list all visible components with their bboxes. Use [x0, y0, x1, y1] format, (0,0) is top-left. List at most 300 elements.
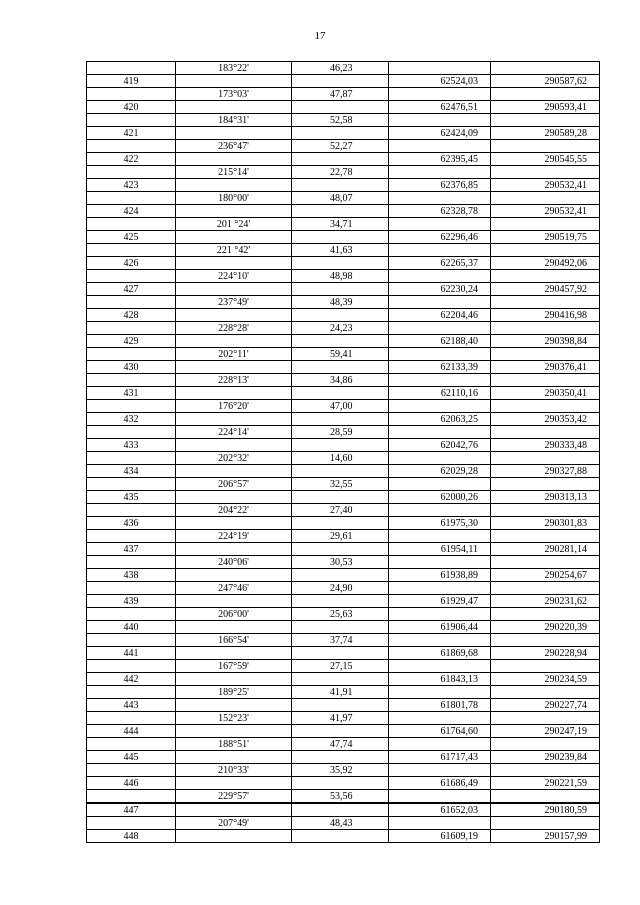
point-number-cell	[87, 192, 176, 205]
distance-cell: 41,63	[292, 244, 389, 257]
angle-cell: 180°00'	[176, 192, 292, 205]
point-number-cell	[87, 296, 176, 309]
point-number-cell: 434	[87, 465, 176, 478]
angle-cell: 176°20'	[176, 400, 292, 413]
distance-cell: 48,39	[292, 296, 389, 309]
table-row	[87, 738, 600, 751]
point-number-cell	[87, 348, 176, 361]
point-number-cell	[87, 764, 176, 777]
y-coordinate-cell	[491, 790, 600, 804]
x-coordinate-cell: 62042,76	[389, 439, 491, 452]
distance-cell: 27,15	[292, 660, 389, 673]
angle-cell	[176, 465, 292, 478]
y-coordinate-cell: 290301,83	[491, 517, 600, 530]
distance-cell	[292, 465, 389, 478]
distance-cell	[292, 803, 389, 817]
distance-cell	[292, 673, 389, 686]
table-body	[87, 62, 600, 843]
point-number-cell: 427	[87, 283, 176, 296]
y-coordinate-cell: 290532,41	[491, 205, 600, 218]
x-coordinate-cell: 62133,39	[389, 361, 491, 374]
distance-cell: 34,71	[292, 218, 389, 231]
x-coordinate-cell	[389, 764, 491, 777]
y-coordinate-cell: 290231,62	[491, 595, 600, 608]
y-coordinate-cell	[491, 556, 600, 569]
x-coordinate-cell: 62395,45	[389, 153, 491, 166]
angle-cell: 201 °24'	[176, 218, 292, 231]
table-row	[87, 491, 600, 504]
y-coordinate-cell: 290587,62	[491, 75, 600, 88]
y-coordinate-cell: 290234,59	[491, 673, 600, 686]
distance-cell: 47,00	[292, 400, 389, 413]
distance-cell: 24,90	[292, 582, 389, 595]
angle-cell	[176, 517, 292, 530]
y-coordinate-cell: 290247,19	[491, 725, 600, 738]
angle-cell: 221 °42'	[176, 244, 292, 257]
table-row	[87, 140, 600, 153]
distance-cell: 46,23	[292, 62, 389, 75]
y-coordinate-cell	[491, 270, 600, 283]
point-number-cell	[87, 452, 176, 465]
point-number-cell: 423	[87, 179, 176, 192]
x-coordinate-cell: 62204,46	[389, 309, 491, 322]
table-row	[87, 478, 600, 491]
x-coordinate-cell	[389, 88, 491, 101]
y-coordinate-cell	[491, 114, 600, 127]
distance-cell: 28,59	[292, 426, 389, 439]
point-number-cell: 446	[87, 777, 176, 790]
angle-cell: 215°14'	[176, 166, 292, 179]
table-row	[87, 530, 600, 543]
point-number-cell	[87, 556, 176, 569]
x-coordinate-cell: 61954,11	[389, 543, 491, 556]
x-coordinate-cell	[389, 244, 491, 257]
y-coordinate-cell: 290254,67	[491, 569, 600, 582]
angle-cell	[176, 621, 292, 634]
angle-cell	[176, 803, 292, 817]
table-row	[87, 556, 600, 569]
y-coordinate-cell: 290350,41	[491, 387, 600, 400]
point-number-cell: 435	[87, 491, 176, 504]
point-number-cell	[87, 660, 176, 673]
angle-cell: 183°22'	[176, 62, 292, 75]
distance-cell	[292, 101, 389, 114]
coordinates-table	[86, 61, 600, 843]
x-coordinate-cell	[389, 790, 491, 804]
angle-cell	[176, 283, 292, 296]
point-number-cell: 448	[87, 830, 176, 843]
distance-cell	[292, 595, 389, 608]
table-row	[87, 452, 600, 465]
x-coordinate-cell	[389, 817, 491, 830]
distance-cell	[292, 257, 389, 270]
angle-cell: 166°54'	[176, 634, 292, 647]
distance-cell	[292, 413, 389, 426]
x-coordinate-cell	[389, 400, 491, 413]
table-row	[87, 647, 600, 660]
table-row	[87, 699, 600, 712]
table-row	[87, 335, 600, 348]
table-row	[87, 608, 600, 621]
y-coordinate-cell	[491, 686, 600, 699]
x-coordinate-cell: 61652,03	[389, 803, 491, 817]
distance-cell: 14,60	[292, 452, 389, 465]
table-row	[87, 777, 600, 790]
y-coordinate-cell	[491, 660, 600, 673]
distance-cell: 24,23	[292, 322, 389, 335]
y-coordinate-cell: 290221,59	[491, 777, 600, 790]
angle-cell	[176, 439, 292, 452]
distance-cell	[292, 699, 389, 712]
table-row	[87, 192, 600, 205]
y-coordinate-cell: 290589,28	[491, 127, 600, 140]
point-number-cell: 445	[87, 751, 176, 764]
angle-cell	[176, 101, 292, 114]
point-number-cell	[87, 608, 176, 621]
angle-cell	[176, 491, 292, 504]
table-row	[87, 673, 600, 686]
y-coordinate-cell	[491, 244, 600, 257]
y-coordinate-cell	[491, 478, 600, 491]
distance-cell	[292, 75, 389, 88]
distance-cell	[292, 179, 389, 192]
angle-cell	[176, 387, 292, 400]
y-coordinate-cell: 290333,48	[491, 439, 600, 452]
angle-cell	[176, 673, 292, 686]
y-coordinate-cell	[491, 712, 600, 725]
y-coordinate-cell	[491, 322, 600, 335]
x-coordinate-cell: 62296,46	[389, 231, 491, 244]
x-coordinate-cell: 61975,30	[389, 517, 491, 530]
y-coordinate-cell	[491, 426, 600, 439]
y-coordinate-cell: 290227,74	[491, 699, 600, 712]
y-coordinate-cell	[491, 166, 600, 179]
distance-cell: 48,43	[292, 817, 389, 830]
point-number-cell	[87, 478, 176, 491]
y-coordinate-cell: 290416,98	[491, 309, 600, 322]
table-row	[87, 309, 600, 322]
point-number-cell: 425	[87, 231, 176, 244]
angle-cell: 228°28'	[176, 322, 292, 335]
point-number-cell	[87, 322, 176, 335]
distance-cell: 25,63	[292, 608, 389, 621]
angle-cell	[176, 595, 292, 608]
distance-cell: 48,07	[292, 192, 389, 205]
distance-cell: 35,92	[292, 764, 389, 777]
angle-cell	[176, 647, 292, 660]
distance-cell: 34,86	[292, 374, 389, 387]
angle-cell	[176, 205, 292, 218]
y-coordinate-cell	[491, 192, 600, 205]
table-row	[87, 270, 600, 283]
distance-cell	[292, 231, 389, 244]
point-number-cell	[87, 712, 176, 725]
x-coordinate-cell: 61906,44	[389, 621, 491, 634]
x-coordinate-cell	[389, 114, 491, 127]
x-coordinate-cell	[389, 374, 491, 387]
y-coordinate-cell	[491, 62, 600, 75]
point-number-cell	[87, 166, 176, 179]
angle-cell	[176, 413, 292, 426]
distance-cell	[292, 205, 389, 218]
x-coordinate-cell: 62063,25	[389, 413, 491, 426]
x-coordinate-cell: 62230,24	[389, 283, 491, 296]
x-coordinate-cell	[389, 452, 491, 465]
angle-cell: 207°49'	[176, 817, 292, 830]
angle-cell	[176, 830, 292, 843]
y-coordinate-cell	[491, 374, 600, 387]
distance-cell: 59,41	[292, 348, 389, 361]
x-coordinate-cell: 62328,78	[389, 205, 491, 218]
x-coordinate-cell: 62000,26	[389, 491, 491, 504]
point-number-cell: 440	[87, 621, 176, 634]
distance-cell: 47,74	[292, 738, 389, 751]
x-coordinate-cell: 62110,16	[389, 387, 491, 400]
table-row	[87, 413, 600, 426]
table-row	[87, 634, 600, 647]
angle-cell: 224°10'	[176, 270, 292, 283]
table-row	[87, 751, 600, 764]
table-row	[87, 127, 600, 140]
point-number-cell	[87, 218, 176, 231]
point-number-cell	[87, 244, 176, 257]
angle-cell: 189°25'	[176, 686, 292, 699]
y-coordinate-cell	[491, 348, 600, 361]
table-row	[87, 257, 600, 270]
angle-cell: 202°11'	[176, 348, 292, 361]
distance-cell	[292, 335, 389, 348]
x-coordinate-cell	[389, 192, 491, 205]
point-number-cell: 433	[87, 439, 176, 452]
angle-cell: 204°22'	[176, 504, 292, 517]
x-coordinate-cell	[389, 218, 491, 231]
angle-cell: 236°47'	[176, 140, 292, 153]
x-coordinate-cell: 61843,13	[389, 673, 491, 686]
angle-cell: 210°33'	[176, 764, 292, 777]
table-row	[87, 101, 600, 114]
point-number-cell: 426	[87, 257, 176, 270]
distance-cell	[292, 569, 389, 582]
point-number-cell: 444	[87, 725, 176, 738]
point-number-cell: 431	[87, 387, 176, 400]
y-coordinate-cell	[491, 634, 600, 647]
point-number-cell: 437	[87, 543, 176, 556]
x-coordinate-cell: 61686,49	[389, 777, 491, 790]
table-row	[87, 660, 600, 673]
point-number-cell	[87, 114, 176, 127]
angle-cell: 240°06'	[176, 556, 292, 569]
table-row	[87, 830, 600, 843]
y-coordinate-cell	[491, 738, 600, 751]
table-row	[87, 322, 600, 335]
angle-cell: 224°19'	[176, 530, 292, 543]
point-number-cell: 439	[87, 595, 176, 608]
x-coordinate-cell: 62265,37	[389, 257, 491, 270]
angle-cell	[176, 75, 292, 88]
point-number-cell: 429	[87, 335, 176, 348]
y-coordinate-cell: 290313,13	[491, 491, 600, 504]
point-number-cell	[87, 634, 176, 647]
table-row	[87, 244, 600, 257]
y-coordinate-cell	[491, 582, 600, 595]
x-coordinate-cell: 62029,28	[389, 465, 491, 478]
y-coordinate-cell: 290281,14	[491, 543, 600, 556]
y-coordinate-cell: 290545,55	[491, 153, 600, 166]
point-number-cell	[87, 530, 176, 543]
angle-cell: 228°13'	[176, 374, 292, 387]
table-row	[87, 231, 600, 244]
x-coordinate-cell: 61717,43	[389, 751, 491, 764]
point-number-cell: 419	[87, 75, 176, 88]
table-row	[87, 543, 600, 556]
table-row	[87, 686, 600, 699]
point-number-cell: 436	[87, 517, 176, 530]
x-coordinate-cell: 62524,03	[389, 75, 491, 88]
table-row	[87, 465, 600, 478]
distance-cell	[292, 491, 389, 504]
table-row	[87, 621, 600, 634]
angle-cell: 152°23'	[176, 712, 292, 725]
y-coordinate-cell	[491, 530, 600, 543]
x-coordinate-cell	[389, 530, 491, 543]
table-row	[87, 569, 600, 582]
table-row	[87, 725, 600, 738]
point-number-cell	[87, 426, 176, 439]
y-coordinate-cell: 290492,06	[491, 257, 600, 270]
point-number-cell	[87, 738, 176, 751]
angle-cell	[176, 699, 292, 712]
y-coordinate-cell: 290239,84	[491, 751, 600, 764]
distance-cell	[292, 153, 389, 166]
y-coordinate-cell: 290228,94	[491, 647, 600, 660]
point-number-cell: 430	[87, 361, 176, 374]
angle-cell	[176, 153, 292, 166]
point-number-cell	[87, 374, 176, 387]
angle-cell	[176, 725, 292, 738]
y-coordinate-cell	[491, 504, 600, 517]
distance-cell	[292, 777, 389, 790]
y-coordinate-cell: 290519,75	[491, 231, 600, 244]
table-row	[87, 62, 600, 75]
point-number-cell	[87, 582, 176, 595]
point-number-cell: 420	[87, 101, 176, 114]
point-number-cell: 428	[87, 309, 176, 322]
distance-cell: 41,91	[292, 686, 389, 699]
angle-cell: 167°59'	[176, 660, 292, 673]
x-coordinate-cell	[389, 348, 491, 361]
x-coordinate-cell	[389, 608, 491, 621]
table-row	[87, 283, 600, 296]
y-coordinate-cell: 290220,39	[491, 621, 600, 634]
point-number-cell	[87, 140, 176, 153]
y-coordinate-cell: 290593,41	[491, 101, 600, 114]
x-coordinate-cell	[389, 712, 491, 725]
x-coordinate-cell	[389, 634, 491, 647]
x-coordinate-cell	[389, 738, 491, 751]
table-row	[87, 803, 600, 817]
y-coordinate-cell	[491, 218, 600, 231]
point-number-cell	[87, 817, 176, 830]
angle-cell: 184°31'	[176, 114, 292, 127]
angle-cell: 206°00'	[176, 608, 292, 621]
table-row	[87, 374, 600, 387]
angle-cell	[176, 751, 292, 764]
x-coordinate-cell	[389, 270, 491, 283]
point-number-cell: 421	[87, 127, 176, 140]
angle-cell: 237°49'	[176, 296, 292, 309]
table-row	[87, 817, 600, 830]
x-coordinate-cell	[389, 504, 491, 517]
x-coordinate-cell	[389, 582, 491, 595]
table-row	[87, 790, 600, 804]
x-coordinate-cell	[389, 478, 491, 491]
x-coordinate-cell: 62424,09	[389, 127, 491, 140]
x-coordinate-cell: 61938,89	[389, 569, 491, 582]
table-row	[87, 582, 600, 595]
angle-cell	[176, 777, 292, 790]
table-row	[87, 361, 600, 374]
angle-cell	[176, 257, 292, 270]
table-row	[87, 166, 600, 179]
table-row	[87, 387, 600, 400]
table-row	[87, 504, 600, 517]
y-coordinate-cell	[491, 88, 600, 101]
x-coordinate-cell	[389, 322, 491, 335]
y-coordinate-cell	[491, 296, 600, 309]
table-row	[87, 595, 600, 608]
angle-cell	[176, 231, 292, 244]
distance-cell	[292, 439, 389, 452]
table-row	[87, 88, 600, 101]
x-coordinate-cell	[389, 62, 491, 75]
x-coordinate-cell: 61764,60	[389, 725, 491, 738]
distance-cell: 22,78	[292, 166, 389, 179]
x-coordinate-cell	[389, 296, 491, 309]
point-number-cell: 432	[87, 413, 176, 426]
angle-cell	[176, 543, 292, 556]
angle-cell	[176, 335, 292, 348]
table-row	[87, 439, 600, 452]
distance-cell: 47,87	[292, 88, 389, 101]
x-coordinate-cell	[389, 140, 491, 153]
distance-cell: 32,55	[292, 478, 389, 491]
table-row	[87, 296, 600, 309]
x-coordinate-cell: 61929,47	[389, 595, 491, 608]
table-row	[87, 764, 600, 777]
distance-cell	[292, 621, 389, 634]
angle-cell: 173°03'	[176, 88, 292, 101]
x-coordinate-cell: 61801,78	[389, 699, 491, 712]
table-row	[87, 712, 600, 725]
y-coordinate-cell: 290327,88	[491, 465, 600, 478]
distance-cell	[292, 127, 389, 140]
table-row	[87, 153, 600, 166]
y-coordinate-cell: 290180,59	[491, 803, 600, 817]
y-coordinate-cell	[491, 764, 600, 777]
point-number-cell: 443	[87, 699, 176, 712]
y-coordinate-cell: 290157,99	[491, 830, 600, 843]
angle-cell: 188°51'	[176, 738, 292, 751]
table-row	[87, 205, 600, 218]
table-row	[87, 75, 600, 88]
distance-cell: 37,74	[292, 634, 389, 647]
distance-cell	[292, 387, 389, 400]
angle-cell: 224°14'	[176, 426, 292, 439]
x-coordinate-cell: 61869,68	[389, 647, 491, 660]
distance-cell: 48,98	[292, 270, 389, 283]
distance-cell	[292, 283, 389, 296]
angle-cell: 247°46'	[176, 582, 292, 595]
